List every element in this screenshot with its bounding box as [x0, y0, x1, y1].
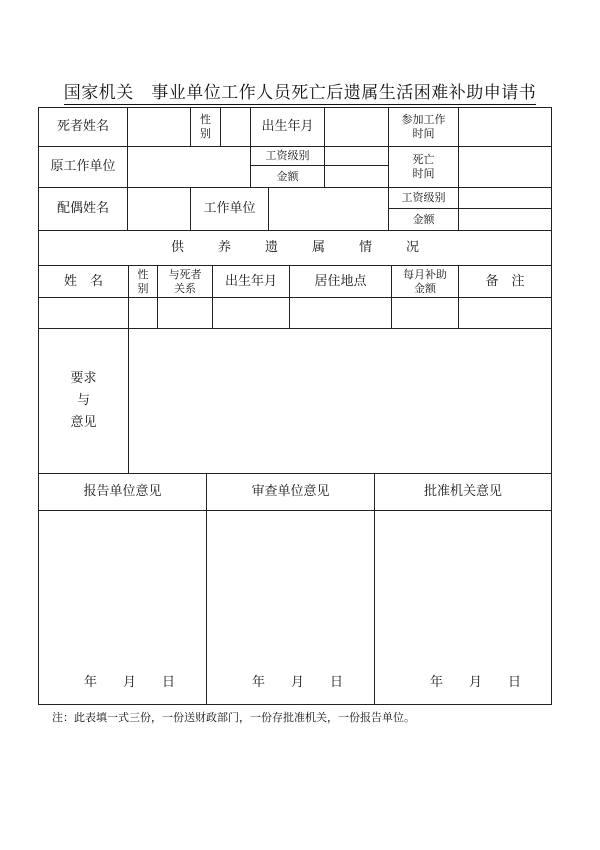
col-subsidy-header: 每月补助 金额 — [403, 267, 447, 295]
spouse-amount-field[interactable] — [459, 209, 551, 230]
col-birth-header: 出生年月 — [224, 273, 277, 289]
dependent-gender-field[interactable] — [129, 298, 157, 328]
deceased-name-field[interactable] — [128, 108, 190, 146]
dependent-remark-field[interactable] — [459, 298, 551, 328]
review-opinion-header: 审查单位意见 — [251, 484, 330, 499]
death-time-field[interactable] — [459, 147, 551, 187]
approve-opinion-field[interactable] — [375, 511, 551, 661]
dependent-name-field[interactable] — [39, 298, 128, 328]
gender-label: 性 别 — [200, 113, 211, 140]
col-relation-header: 与死者 关系 — [168, 267, 202, 295]
original-unit-label: 原工作单位 — [50, 159, 116, 174]
salary-grade-label: 工资级别 — [265, 149, 310, 162]
deceased-name-label: 死者姓名 — [56, 119, 109, 134]
death-time-label: 死亡 时间 — [412, 153, 435, 180]
dependent-relation-field[interactable] — [158, 298, 212, 328]
work-unit-label: 工作单位 — [203, 201, 256, 216]
col-address-header: 居住地点 — [314, 273, 367, 289]
review-opinion-field[interactable] — [207, 511, 374, 661]
request-label: 要求 与 意见 — [70, 371, 97, 430]
work-start-label: 参加工作 时间 — [401, 113, 446, 140]
request-field[interactable] — [129, 329, 551, 473]
form-title-text: 国家机关 事业单位工作人员死亡后遗属生活困难补助申请书 — [63, 83, 537, 103]
amount-label: 金额 — [276, 169, 299, 183]
col-name-header: 姓 名 — [63, 273, 103, 289]
approve-opinion-header: 批准机关意见 — [423, 484, 502, 499]
footnote: 注：此表填一式三份，一份送财政部门，一份存批准机关，一份报告单位。 — [52, 711, 415, 724]
birth-date-field[interactable] — [325, 108, 388, 146]
spouse-amount-label: 金额 — [412, 212, 435, 226]
dependent-birth-field[interactable] — [213, 298, 289, 328]
work-unit-field[interactable] — [269, 188, 388, 230]
amount-field[interactable] — [325, 166, 388, 187]
spouse-salary-grade-label: 工资级别 — [401, 191, 446, 204]
gender-field[interactable] — [221, 108, 250, 146]
report-opinion-field[interactable] — [39, 511, 206, 661]
spouse-name-field[interactable] — [128, 188, 190, 230]
approve-date: 年 月 日 — [430, 675, 522, 690]
col-gender-header: 性 别 — [137, 267, 149, 295]
salary-grade-field[interactable] — [325, 147, 388, 165]
col-remark-header: 备 注 — [485, 273, 525, 289]
work-start-field[interactable] — [459, 108, 551, 146]
spouse-salary-grade-field[interactable] — [459, 188, 551, 208]
report-opinion-header: 报告单位意见 — [83, 484, 162, 499]
report-date: 年 月 日 — [84, 675, 176, 690]
dependents-heading — [39, 231, 551, 265]
birth-date-label: 出生年月 — [261, 119, 314, 134]
dependent-address-field[interactable] — [290, 298, 391, 328]
dependent-subsidy-field[interactable] — [392, 298, 458, 328]
review-date: 年 月 日 — [252, 675, 344, 690]
dependents-heading-text: 供养遗属情况 — [170, 240, 453, 255]
original-unit-field[interactable] — [128, 147, 250, 187]
spouse-name-label: 配偶姓名 — [56, 201, 109, 216]
